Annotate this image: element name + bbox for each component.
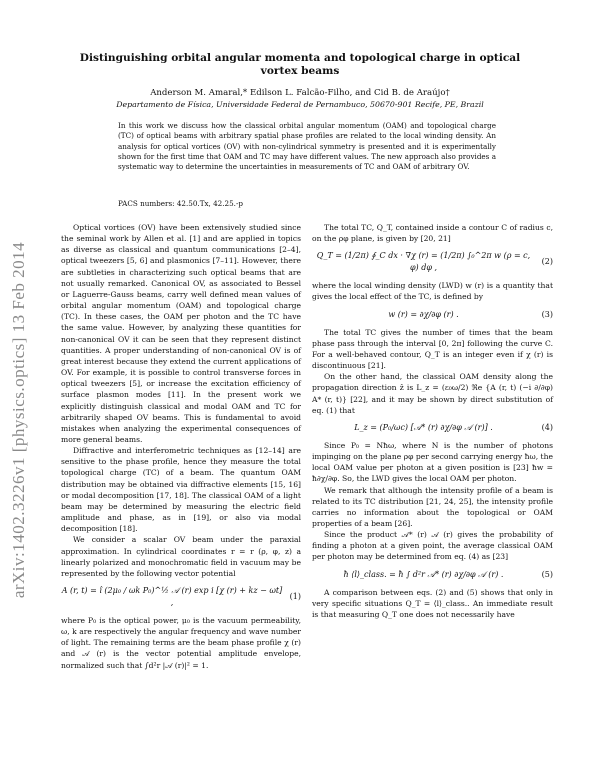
equation-1 <box>61 585 301 609</box>
equation-5 <box>312 569 553 581</box>
left-column <box>61 222 301 671</box>
intro-paragraph: Optical vortices (OV) have been extensively studied since the seminal work by Allen et al. [1] and are applied in topics as diverse as classical and quantum communications [2–4], optical tweezers [5, 6] and plasmonics [7–11]. However, there are subtleties in characterizing such optical beams that are not usually remarked. Canonical OV, as associated to Bessel or Laguerre-Gauss beams, carry well defined mean values of orbital angular momentum (OAM) and topological charge (TC). In these cases, the OAM per photon and the TC have the same value. However, by analyzing these quantities for non-canonical OV it can be seen that they represent distinct quantities. A proper understanding of non-canonical OV is of great interest because they extend the current applications of OV. For example, it is possible to control transverse forces in optical tweezers [5], or increase the excitation efficiency of surface plasmon modes [11]. In the present work we explicitly distinguish classical and modal OAM and TC for arbitrarily shaped OV beams. This is fundamental to avoid mistakes when analyzing the experimental consequences of more general beams. <box>61 223 301 444</box>
equation-2-number: (2) <box>541 257 553 267</box>
photon-paragraph: Since P₀ = Nħω, where N is the number of photons impinging on the plane ρφ per second carrying energy ħω, the local OAM value per photon at a given position is [23] ħw = ħ∂χ/∂φ. So, the LWD gives the local OAM per photon. <box>312 440 553 484</box>
equation-2-body: Q_T = (1/2π) ∮_C dx · ∇χ (r) = (1/2π) ∫₀^2π w (ρ = c, φ) dφ , <box>316 251 531 273</box>
equation-5-number: (5) <box>541 569 553 579</box>
comparison-paragraph: A comparison between eqs. (2) and (5) shows that only in very specific situations Q_T = ⟨l⟩_class.. An immediate result is that measuring Q_T one does not necessarily have <box>312 587 553 619</box>
paper-title: Distinguishing orbital angular momenta and topological charge in optical vortex beams <box>79 52 521 77</box>
equation-4-body: L_z = (P₀/ωc) [𝒜* (r) ∂χ/∂φ 𝒜 (r)] . <box>354 422 493 432</box>
affiliation: Departamento de Física, Universidade Federal de Pernambuco, 50670-901 Recife, PE, Brazil <box>116 100 484 109</box>
equation-3-body: w (r) = ∂χ/∂φ (r) . <box>388 309 459 319</box>
author-list: Anderson M. Amaral,* Edilson L. Falcão-Filho, and Cid B. de Araújo† <box>150 88 450 98</box>
pacs-numbers: PACS numbers: 42.50.Tx, 42.25.-p <box>118 199 244 208</box>
total-tc-paragraph: The total TC, Q_T, contained inside a contour C of radius c, on the ρφ plane, is given by [20, 21] <box>312 223 553 244</box>
arxiv-stamp <box>4 210 34 630</box>
abstract: In this work we discuss how the classical orbital angular momentum (OAM) and topological charge (TC) of optical beams with arbitrary spatial phase profiles are related to the local winding density. An analysis for optical vortices (OV) with non-cylindrical symmetry is presented and it is experimentally shown for the first time that OAM and TC may have different values. The new approach also provides a systematic way to determine the uncertainties in measurements of TC and OAM of arbitrary OV. <box>118 121 496 172</box>
model-paragraph: We consider a scalar OV beam under the paraxial approximation. In cylindrical coordinates r = r (ρ, φ, z) a linearly polarized and monochromatic field in vacuum may be represented by the following vector potential <box>61 535 301 578</box>
equation-3 <box>312 309 553 321</box>
equation-3-number: (3) <box>541 309 553 319</box>
average-oam-paragraph: Since the product 𝒜* (r) 𝒜 (r) gives the probability of finding a photon at a given point, the average classical OAM per photon may be determined from eq. (4) as [23] <box>312 530 553 562</box>
techniques-paragraph: Diffractive and interferometric techniques as [12–14] are sensitive to the phase profile, hence they measure the total topological charge (TC) of a beam. The quantum OAM distribution may be obtained via diffractive elements [15, 16] or modal decomposition [17, 18]. The classical OAM of a light beam may be determined by measuring the electric field amplitude and phase, as in [19], or also via modal decomposition [18]. <box>61 446 301 534</box>
right-column <box>312 222 553 620</box>
lwd-paragraph: where the local winding density (LWD) w (r) is a quantity that gives the local effect of the TC, is defined by <box>312 281 553 302</box>
definitions-paragraph: where P₀ is the optical power, μ₀ is the vacuum permeability, ω, k are respectively the angular frequency and wave number of light. The remaining terms are the beam phase profile χ (r) and 𝒜 (r) is the vector potential amplitude envelope, normalized such that ∫d²r |𝒜 (r)|² = 1. <box>61 616 301 670</box>
equation-5-body: ħ ⟨l⟩_class. = ħ ∫ d²r 𝒜* (r) ∂χ/∂φ 𝒜 (r) . <box>343 569 504 579</box>
arxiv-id: arXiv:1402.3226v1 [physics.optics] 13 Feb 2014 <box>9 241 28 599</box>
equation-2 <box>312 250 553 274</box>
intensity-paragraph: We remark that although the intensity profile of a beam is related to its TC distribution [21, 24, 25], the intensity profile carries no information about the topological or OAM properties of a beam [26]. <box>312 485 553 528</box>
tc-meaning-paragraph: The total TC gives the number of times that the beam phase pass through the interval [0, 2π] following the curve C. For a well-behaved contour, Q_T is an integer even if χ (r) is discontinuous [21]. <box>312 327 553 371</box>
equation-1-number: (1) <box>289 592 301 601</box>
equation-4-number: (4) <box>541 422 553 432</box>
oam-density-paragraph: On the other hand, the classical OAM density along the propagation direction ẑ is L_z = (ε₀ω/2) ℜe {A (r, t) (−i ∂/∂φ) A* (r, t)} [22], and it may be shown by direct substitution of eq. (1) that <box>312 372 553 415</box>
equation-4 <box>312 422 553 434</box>
equation-1-body: A (r, t) = î (2μ₀ / ωk P₀)^½ 𝒜 (r) exp i [χ (r) + kz − ωt] , <box>61 586 283 607</box>
